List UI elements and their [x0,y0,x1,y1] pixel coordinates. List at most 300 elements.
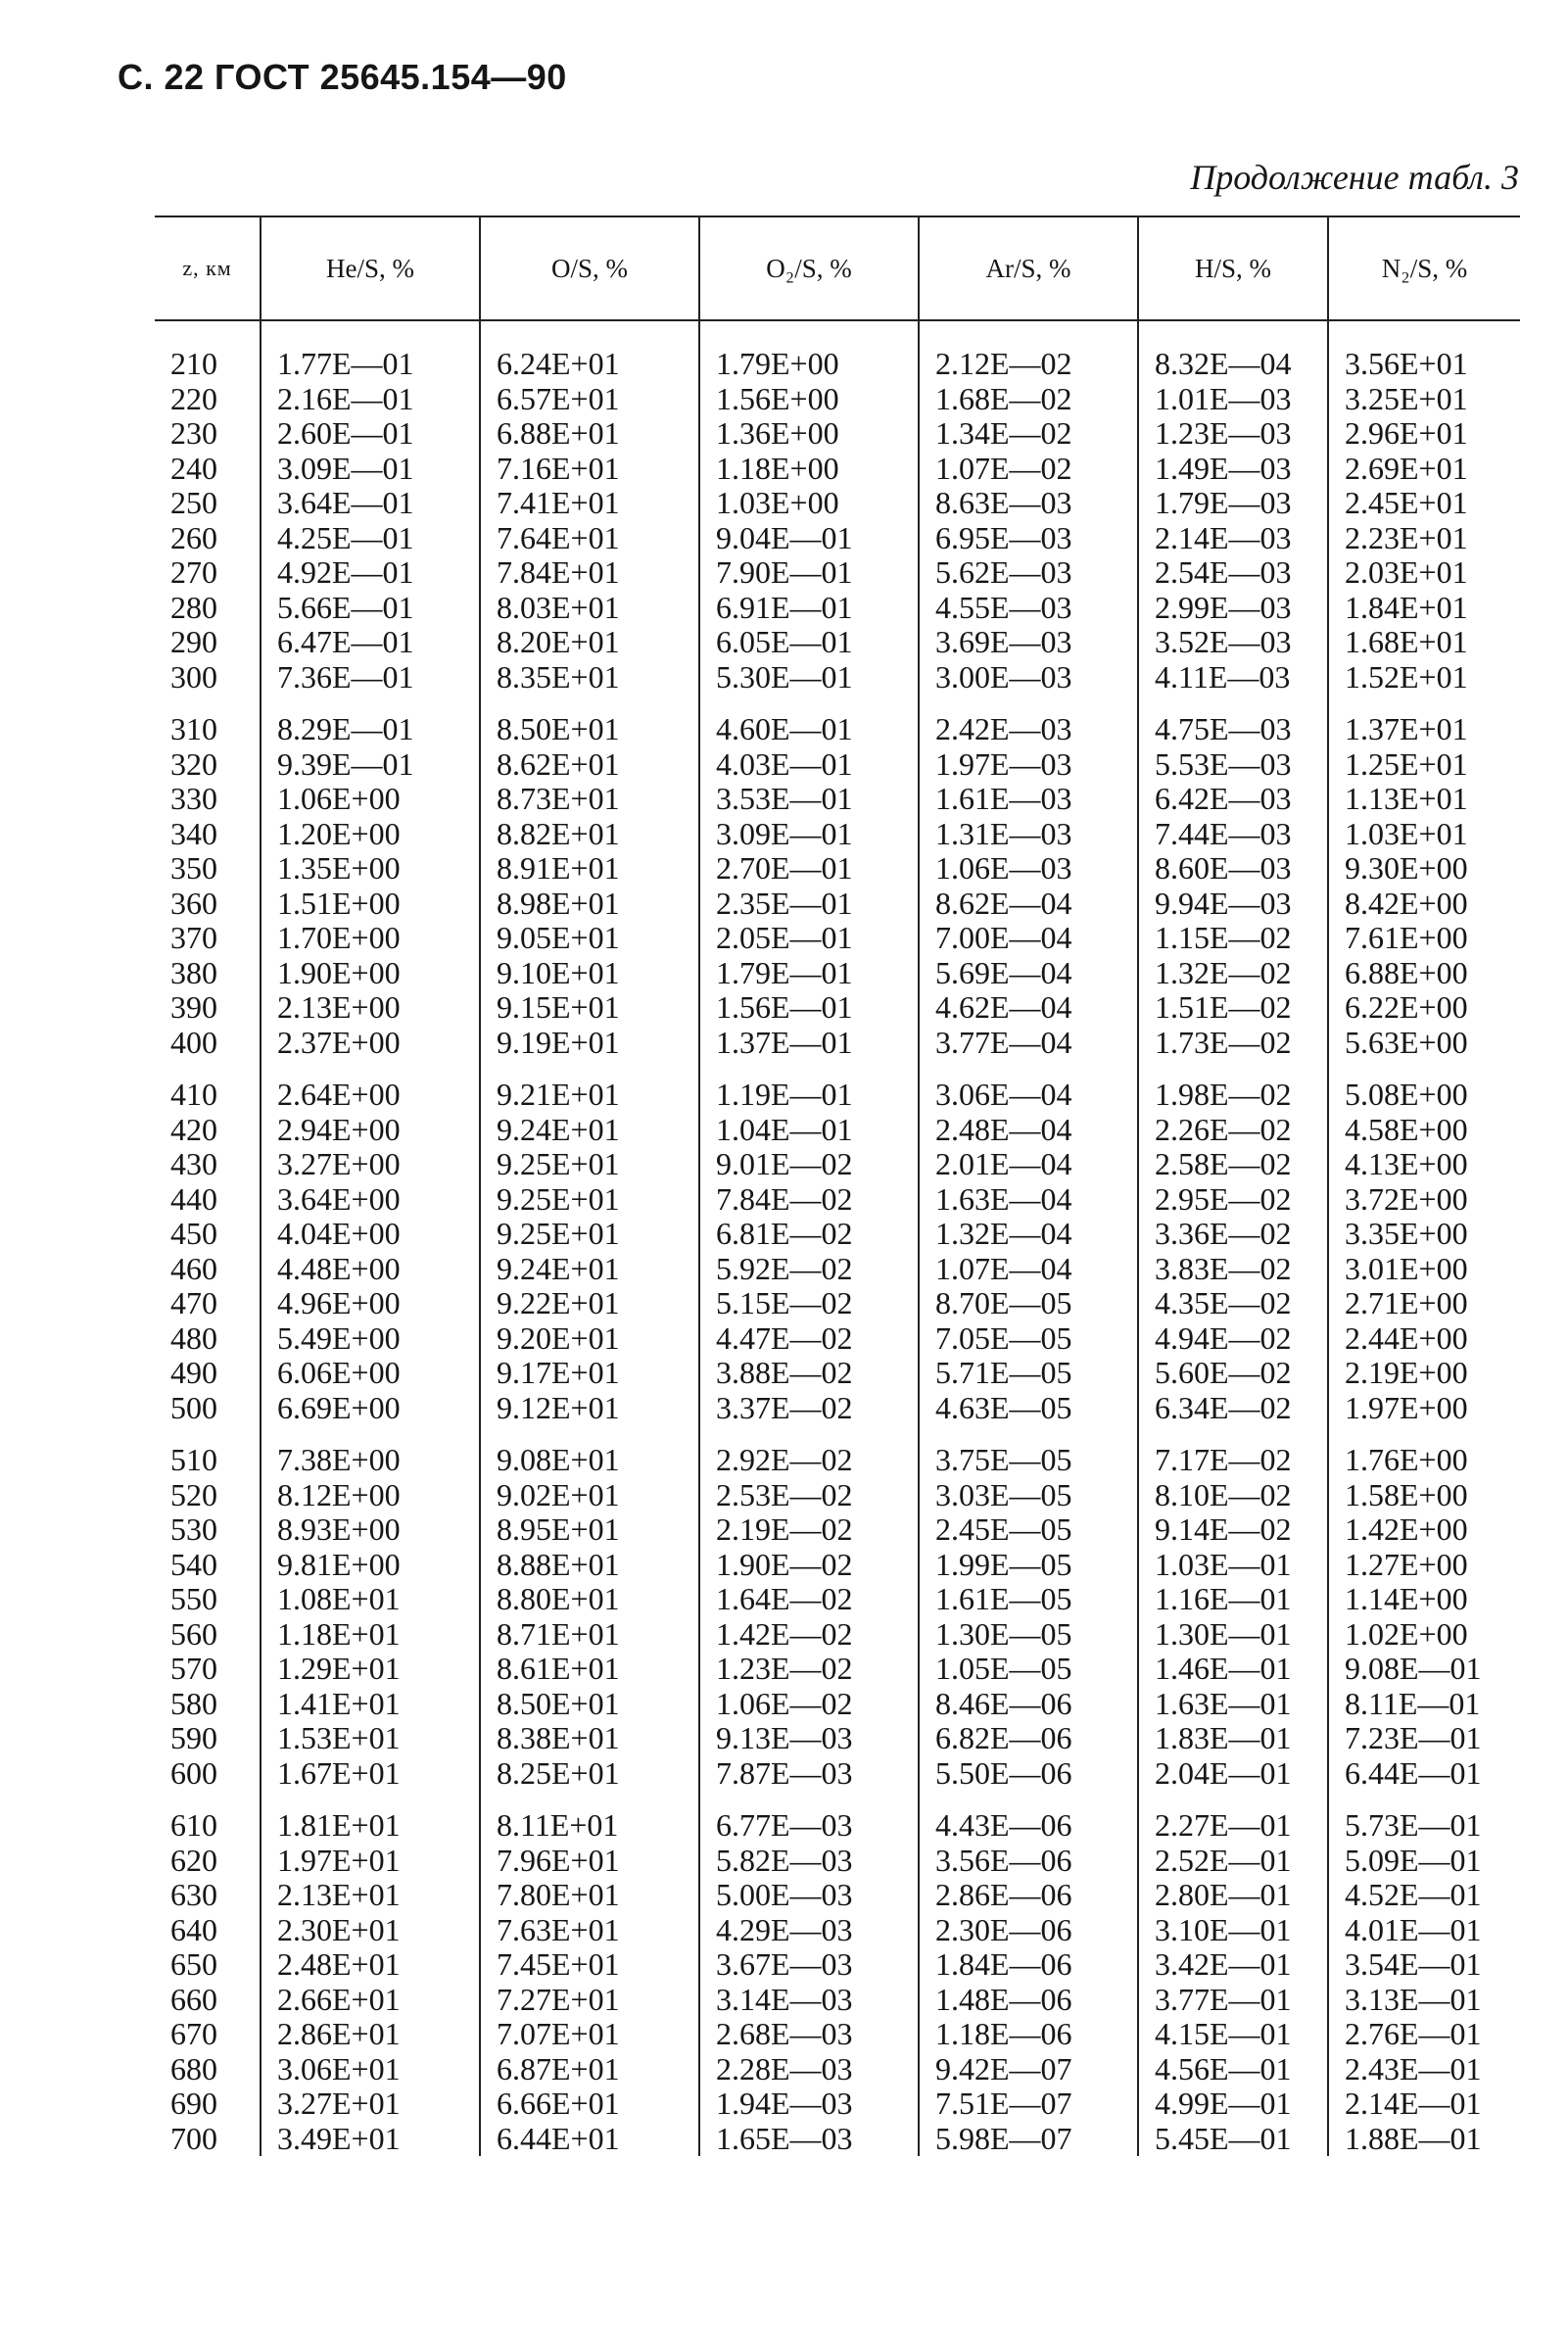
cell-hydrogen: 1.15E—02 [1138,921,1328,956]
cell-hydrogen: 4.94E—02 [1138,1321,1328,1357]
cell-nitrogen: 2.43E—01 [1328,2052,1520,2087]
table-row [155,1844,1520,1879]
table-row [155,1060,1520,1113]
cell-helium: 1.29E+01 [261,1652,480,1687]
cell-argon: 5.62E—03 [919,555,1138,591]
cell-nitrogen: 4.58E+00 [1328,1113,1520,1148]
cell-oxygen-atomic: 7.80E+01 [480,1878,699,1913]
cell-oxygen-molecular: 7.90E—01 [699,555,919,591]
cell-hydrogen: 4.15E—01 [1138,2017,1328,2052]
cell-argon: 1.61E—05 [919,1582,1138,1617]
cell-oxygen-atomic: 9.15E+01 [480,990,699,1026]
cell-oxygen-atomic: 8.82E+01 [480,817,699,852]
cell-nitrogen: 1.03E+01 [1328,817,1520,852]
cell-helium: 2.48E+01 [261,1947,480,1983]
cell-argon: 1.07E—04 [919,1252,1138,1287]
cell-oxygen-molecular: 5.82E—03 [699,1844,919,1879]
cell-oxygen-molecular: 6.91E—01 [699,591,919,626]
cell-nitrogen: 1.02E+00 [1328,1617,1520,1653]
cell-oxygen-molecular: 4.29E—03 [699,1913,919,1948]
cell-nitrogen: 6.88E+00 [1328,956,1520,991]
cell-altitude: 360 [170,886,217,921]
cell-argon: 1.48E—06 [919,1983,1138,2018]
cell-helium: 3.64E—01 [261,486,480,521]
table-row [155,1425,1520,1478]
cell-hydrogen: 4.75E—03 [1138,695,1328,747]
column-header-altitude: z, км [155,216,261,320]
table-row [155,1878,1520,1913]
cell-helium: 4.04E+00 [261,1217,480,1252]
cell-hydrogen: 5.53E—03 [1138,747,1328,783]
table-row [155,1913,1520,1948]
cell-hydrogen: 1.46E—01 [1138,1652,1328,1687]
cell-altitude: 350 [170,851,217,886]
cell-nitrogen: 5.08E+00 [1328,1060,1520,1113]
cell-hydrogen: 1.83E—01 [1138,1721,1328,1756]
cell-hydrogen: 2.95E—02 [1138,1182,1328,1218]
cell-oxygen-molecular: 7.87E—03 [699,1756,919,1792]
cell-altitude: 340 [170,816,217,851]
cell-oxygen-atomic: 9.12E+01 [480,1391,699,1426]
cell-hydrogen: 2.54E—03 [1138,555,1328,591]
cell-argon: 1.34E—02 [919,416,1138,452]
cell-oxygen-molecular: 2.28E—03 [699,2052,919,2087]
cell-oxygen-atomic: 6.44E+01 [480,2122,699,2157]
cell-nitrogen: 2.44E+00 [1328,1321,1520,1357]
cell-helium: 3.64E+00 [261,1182,480,1218]
cell-nitrogen: 3.56E+01 [1328,320,1520,382]
cell-oxygen-molecular: 3.67E—03 [699,1947,919,1983]
cell-altitude: 410 [170,1077,217,1112]
cell-altitude: 280 [170,590,217,625]
cell-helium: 1.67E+01 [261,1756,480,1792]
table-row [155,1478,1520,1513]
cell-nitrogen: 6.22E+00 [1328,990,1520,1026]
cell-altitude: 510 [170,1442,217,1477]
cell-altitude: 620 [170,1843,217,1878]
cell-helium: 1.77E—01 [261,320,480,382]
cell-helium: 1.18E+01 [261,1617,480,1653]
cell-oxygen-molecular: 1.42E—02 [699,1617,919,1653]
table-row [155,2017,1520,2052]
table-row [155,1548,1520,1583]
cell-nitrogen: 1.27E+00 [1328,1548,1520,1583]
cell-helium: 2.13E+00 [261,990,480,1026]
cell-nitrogen: 4.01E—01 [1328,1913,1520,1948]
cell-altitude: 400 [170,1025,217,1060]
cell-nitrogen: 1.37E+01 [1328,695,1520,747]
column-header-oxygen-molecular: O₂/S, % [699,216,919,320]
cell-nitrogen: 3.01E+00 [1328,1252,1520,1287]
cell-helium: 8.93E+00 [261,1512,480,1548]
cell-helium: 2.37E+00 [261,1026,480,1061]
cell-hydrogen: 8.32E—04 [1138,320,1328,382]
cell-nitrogen: 3.72E+00 [1328,1182,1520,1218]
table-row [155,1321,1520,1357]
cell-argon: 1.06E—03 [919,851,1138,887]
cell-helium: 1.70E+00 [261,921,480,956]
cell-argon: 8.46E—06 [919,1687,1138,1722]
cell-oxygen-atomic: 9.22E+01 [480,1286,699,1321]
cell-altitude: 420 [170,1112,217,1147]
cell-altitude: 690 [170,2086,217,2121]
cell-altitude: 450 [170,1217,217,1251]
table-row [155,1721,1520,1756]
cell-argon: 6.82E—06 [919,1721,1138,1756]
cell-altitude: 590 [170,1721,217,1755]
cell-argon: 3.00E—03 [919,660,1138,695]
cell-helium: 8.12E+00 [261,1478,480,1513]
cell-oxygen-atomic: 7.96E+01 [480,1844,699,1879]
cell-altitude: 330 [170,782,217,816]
cell-argon: 3.06E—04 [919,1060,1138,1113]
cell-oxygen-atomic: 8.11E+01 [480,1791,699,1844]
cell-nitrogen: 1.25E+01 [1328,747,1520,783]
table-row [155,382,1520,417]
cell-oxygen-molecular: 1.64E—02 [699,1582,919,1617]
table-row [155,1582,1520,1617]
cell-nitrogen: 7.23E—01 [1328,1721,1520,1756]
cell-argon: 2.48E—04 [919,1113,1138,1148]
cell-oxygen-molecular: 1.04E—01 [699,1113,919,1148]
cell-helium: 5.66E—01 [261,591,480,626]
cell-argon: 1.63E—04 [919,1182,1138,1218]
cell-hydrogen: 8.10E—02 [1138,1478,1328,1513]
cell-oxygen-molecular: 3.09E—01 [699,817,919,852]
cell-oxygen-molecular: 9.13E—03 [699,1721,919,1756]
cell-oxygen-atomic: 9.21E+01 [480,1060,699,1113]
cell-argon: 3.69E—03 [919,625,1138,660]
cell-argon: 2.45E—05 [919,1512,1138,1548]
table-row [155,1217,1520,1252]
cell-nitrogen: 9.08E—01 [1328,1652,1520,1687]
cell-altitude: 560 [170,1616,217,1652]
table-body [155,320,1520,2156]
cell-oxygen-molecular: 2.92E—02 [699,1425,919,1478]
cell-helium: 1.20E+00 [261,817,480,852]
cell-oxygen-atomic: 9.17E+01 [480,1356,699,1391]
cell-nitrogen: 1.52E+01 [1328,660,1520,695]
cell-nitrogen: 8.11E—01 [1328,1687,1520,1722]
cell-nitrogen: 8.42E+00 [1328,887,1520,922]
table-row [155,1791,1520,1844]
table-row [155,1356,1520,1391]
table-row [155,2086,1520,2122]
cell-argon: 2.30E—06 [919,1913,1138,1948]
cell-argon: 7.00E—04 [919,921,1138,956]
cell-oxygen-molecular: 5.92E—02 [699,1252,919,1287]
cell-oxygen-molecular: 5.00E—03 [699,1878,919,1913]
cell-hydrogen: 7.44E—03 [1138,817,1328,852]
cell-oxygen-molecular: 2.70E—01 [699,851,919,887]
cell-helium: 2.30E+01 [261,1913,480,1948]
cell-argon: 1.30E—05 [919,1617,1138,1653]
cell-argon: 5.50E—06 [919,1756,1138,1792]
cell-oxygen-atomic: 9.10E+01 [480,956,699,991]
cell-nitrogen: 5.09E—01 [1328,1844,1520,1879]
cell-oxygen-atomic: 7.41E+01 [480,486,699,521]
cell-oxygen-atomic: 7.27E+01 [480,1983,699,2018]
cell-altitude: 600 [170,1755,217,1791]
cell-oxygen-atomic: 6.66E+01 [480,2086,699,2122]
table-row [155,1756,1520,1792]
cell-altitude: 480 [170,1320,217,1356]
cell-nitrogen: 6.44E—01 [1328,1756,1520,1792]
cell-oxygen-molecular: 3.53E—01 [699,782,919,817]
gas-composition-table [155,216,1520,2156]
cell-argon: 9.42E—07 [919,2052,1138,2087]
cell-helium: 2.64E+00 [261,1060,480,1113]
column-header-nitrogen: N₂/S, % [1328,216,1520,320]
cell-helium: 2.16E—01 [261,382,480,417]
cell-oxygen-molecular: 3.37E—02 [699,1391,919,1426]
cell-hydrogen: 2.52E—01 [1138,1844,1328,1879]
cell-nitrogen: 2.14E—01 [1328,2086,1520,2122]
cell-helium: 3.06E+01 [261,2052,480,2087]
cell-oxygen-atomic: 7.84E+01 [480,555,699,591]
cell-oxygen-molecular: 6.81E—02 [699,1217,919,1252]
cell-hydrogen: 4.11E—03 [1138,660,1328,695]
cell-oxygen-molecular: 3.14E—03 [699,1983,919,2018]
table-row [155,1687,1520,1722]
cell-nitrogen: 7.61E+00 [1328,921,1520,956]
cell-hydrogen: 2.14E—03 [1138,521,1328,556]
cell-hydrogen: 6.34E—02 [1138,1391,1328,1426]
table-row [155,1512,1520,1548]
table-continuation-caption: Продолжение табл. 3 [1190,158,1519,197]
cell-altitude: 310 [170,711,217,746]
cell-nitrogen: 1.97E+00 [1328,1391,1520,1426]
cell-hydrogen: 4.56E—01 [1138,2052,1328,2087]
cell-nitrogen: 3.54E—01 [1328,1947,1520,1983]
cell-nitrogen: 4.52E—01 [1328,1878,1520,1913]
cell-oxygen-atomic: 9.20E+01 [480,1321,699,1357]
cell-oxygen-atomic: 7.63E+01 [480,1913,699,1948]
cell-hydrogen: 3.77E—01 [1138,1983,1328,2018]
cell-helium: 3.27E+01 [261,2086,480,2122]
cell-hydrogen: 5.45E—01 [1138,2122,1328,2157]
cell-altitude: 220 [170,381,217,416]
cell-hydrogen: 5.60E—02 [1138,1356,1328,1391]
cell-oxygen-atomic: 9.02E+01 [480,1478,699,1513]
cell-oxygen-molecular: 2.05E—01 [699,921,919,956]
cell-oxygen-atomic: 8.71E+01 [480,1617,699,1653]
cell-hydrogen: 4.99E—01 [1138,2086,1328,2122]
cell-altitude: 460 [170,1251,217,1286]
cell-nitrogen: 1.88E—01 [1328,2122,1520,2157]
cell-argon: 3.56E—06 [919,1844,1138,1879]
cell-nitrogen: 2.03E+01 [1328,555,1520,591]
cell-nitrogen: 2.71E+00 [1328,1286,1520,1321]
cell-altitude: 700 [170,2121,217,2156]
cell-hydrogen: 3.52E—03 [1138,625,1328,660]
cell-argon: 4.55E—03 [919,591,1138,626]
cell-hydrogen: 1.51E—02 [1138,990,1328,1026]
cell-altitude: 550 [170,1582,217,1616]
cell-hydrogen: 2.26E—02 [1138,1113,1328,1148]
cell-helium: 6.06E+00 [261,1356,480,1391]
cell-helium: 8.29E—01 [261,695,480,747]
table-row [155,747,1520,783]
cell-oxygen-molecular: 2.35E—01 [699,887,919,922]
cell-argon: 6.95E—03 [919,521,1138,556]
cell-helium: 4.92E—01 [261,555,480,591]
cell-hydrogen: 1.73E—02 [1138,1026,1328,1061]
cell-altitude: 530 [170,1512,217,1547]
table-row [155,990,1520,1026]
cell-helium: 4.96E+00 [261,1286,480,1321]
cell-hydrogen: 1.01E—03 [1138,382,1328,417]
cell-oxygen-atomic: 8.38E+01 [480,1721,699,1756]
table-row [155,1391,1520,1426]
cell-hydrogen: 1.23E—03 [1138,416,1328,452]
table-row [155,851,1520,887]
cell-helium: 1.81E+01 [261,1791,480,1844]
cell-altitude: 540 [170,1547,217,1582]
cell-oxygen-atomic: 8.95E+01 [480,1512,699,1548]
cell-argon: 2.42E—03 [919,695,1138,747]
cell-nitrogen: 3.13E—01 [1328,1983,1520,2018]
cell-helium: 6.69E+00 [261,1391,480,1426]
cell-oxygen-molecular: 4.03E—01 [699,747,919,783]
cell-hydrogen: 2.27E—01 [1138,1791,1328,1844]
cell-oxygen-molecular: 5.15E—02 [699,1286,919,1321]
cell-nitrogen: 2.23E+01 [1328,521,1520,556]
cell-altitude: 440 [170,1181,217,1217]
cell-helium: 4.48E+00 [261,1252,480,1287]
cell-oxygen-molecular: 3.88E—02 [699,1356,919,1391]
cell-altitude: 680 [170,2051,217,2086]
cell-hydrogen: 6.42E—03 [1138,782,1328,817]
cell-oxygen-molecular: 7.84E—02 [699,1182,919,1218]
table-row [155,320,1520,382]
cell-nitrogen: 1.14E+00 [1328,1582,1520,1617]
cell-altitude: 390 [170,990,217,1025]
cell-hydrogen: 4.35E—02 [1138,1286,1328,1321]
cell-helium: 9.39E—01 [261,747,480,783]
cell-oxygen-molecular: 6.05E—01 [699,625,919,660]
cell-argon: 7.51E—07 [919,2086,1138,2122]
cell-nitrogen: 1.13E+01 [1328,782,1520,817]
cell-altitude: 290 [170,625,217,659]
cell-argon: 7.05E—05 [919,1321,1138,1357]
cell-nitrogen: 2.69E+01 [1328,452,1520,487]
cell-argon: 4.62E—04 [919,990,1138,1026]
cell-altitude: 320 [170,746,217,782]
cell-oxygen-atomic: 8.03E+01 [480,591,699,626]
cell-oxygen-atomic: 8.61E+01 [480,1652,699,1687]
cell-oxygen-atomic: 9.05E+01 [480,921,699,956]
cell-oxygen-molecular: 1.03E+00 [699,486,919,521]
cell-altitude: 660 [170,1982,217,2017]
cell-oxygen-molecular: 1.37E—01 [699,1026,919,1061]
cell-oxygen-atomic: 9.25E+01 [480,1147,699,1182]
cell-nitrogen: 1.58E+00 [1328,1478,1520,1513]
table-row [155,2052,1520,2087]
cell-oxygen-atomic: 7.16E+01 [480,452,699,487]
cell-nitrogen: 2.19E+00 [1328,1356,1520,1391]
cell-altitude: 210 [170,346,217,381]
table-row [155,695,1520,747]
cell-nitrogen: 2.96E+01 [1328,416,1520,452]
cell-helium: 1.41E+01 [261,1687,480,1722]
cell-altitude: 250 [170,486,217,520]
cell-nitrogen: 5.73E—01 [1328,1791,1520,1844]
table-row [155,2122,1520,2157]
column-header-argon: Ar/S, % [919,216,1138,320]
cell-altitude: 570 [170,1652,217,1686]
cell-hydrogen: 1.16E—01 [1138,1582,1328,1617]
cell-oxygen-atomic: 8.88E+01 [480,1548,699,1583]
cell-oxygen-molecular: 1.56E+00 [699,382,919,417]
cell-nitrogen: 3.35E+00 [1328,1217,1520,1252]
cell-oxygen-atomic: 8.50E+01 [480,695,699,747]
cell-oxygen-molecular: 1.36E+00 [699,416,919,452]
table-row [155,1652,1520,1687]
cell-helium: 1.06E+00 [261,782,480,817]
column-header-oxygen-atomic: O/S, % [480,216,699,320]
cell-hydrogen: 1.98E—02 [1138,1060,1328,1113]
cell-oxygen-atomic: 9.25E+01 [480,1217,699,1252]
table-header-row [155,216,1520,320]
cell-helium: 6.47E—01 [261,625,480,660]
cell-nitrogen: 2.76E—01 [1328,2017,1520,2052]
cell-hydrogen: 3.83E—02 [1138,1252,1328,1287]
cell-nitrogen: 1.76E+00 [1328,1425,1520,1478]
cell-altitude: 670 [170,2017,217,2051]
cell-oxygen-atomic: 8.73E+01 [480,782,699,817]
cell-helium: 5.49E+00 [261,1321,480,1357]
cell-nitrogen: 9.30E+00 [1328,851,1520,887]
cell-nitrogen: 1.42E+00 [1328,1512,1520,1548]
table-row [155,1947,1520,1983]
cell-argon: 4.63E—05 [919,1391,1138,1426]
cell-oxygen-atomic: 7.64E+01 [480,521,699,556]
cell-hydrogen: 2.80E—01 [1138,1878,1328,1913]
cell-argon: 1.99E—05 [919,1548,1138,1583]
cell-oxygen-molecular: 9.04E—01 [699,521,919,556]
cell-helium: 2.94E+00 [261,1113,480,1148]
page-header: С. 22 ГОСТ 25645.154—90 [118,57,567,97]
cell-oxygen-atomic: 8.80E+01 [480,1582,699,1617]
cell-altitude: 260 [170,520,217,555]
cell-hydrogen: 2.04E—01 [1138,1756,1328,1792]
cell-nitrogen: 1.68E+01 [1328,625,1520,660]
table-row [155,1026,1520,1061]
cell-hydrogen: 1.79E—03 [1138,486,1328,521]
cell-argon: 5.71E—05 [919,1356,1138,1391]
cell-oxygen-molecular: 6.77E—03 [699,1791,919,1844]
table-row [155,956,1520,991]
cell-oxygen-atomic: 7.45E+01 [480,1947,699,1983]
cell-hydrogen: 1.03E—01 [1138,1548,1328,1583]
cell-oxygen-molecular: 1.06E—02 [699,1687,919,1722]
cell-altitude: 430 [170,1147,217,1181]
cell-helium: 3.27E+00 [261,1147,480,1182]
cell-altitude: 520 [170,1477,217,1512]
cell-altitude: 370 [170,921,217,955]
cell-altitude: 240 [170,451,217,486]
cell-helium: 1.90E+00 [261,956,480,991]
cell-argon: 2.86E—06 [919,1878,1138,1913]
cell-altitude: 580 [170,1686,217,1721]
table-row [155,1286,1520,1321]
table-row [155,452,1520,487]
cell-altitude: 630 [170,1878,217,1912]
table-row [155,1147,1520,1182]
cell-oxygen-atomic: 6.24E+01 [480,320,699,382]
cell-nitrogen: 4.13E+00 [1328,1147,1520,1182]
